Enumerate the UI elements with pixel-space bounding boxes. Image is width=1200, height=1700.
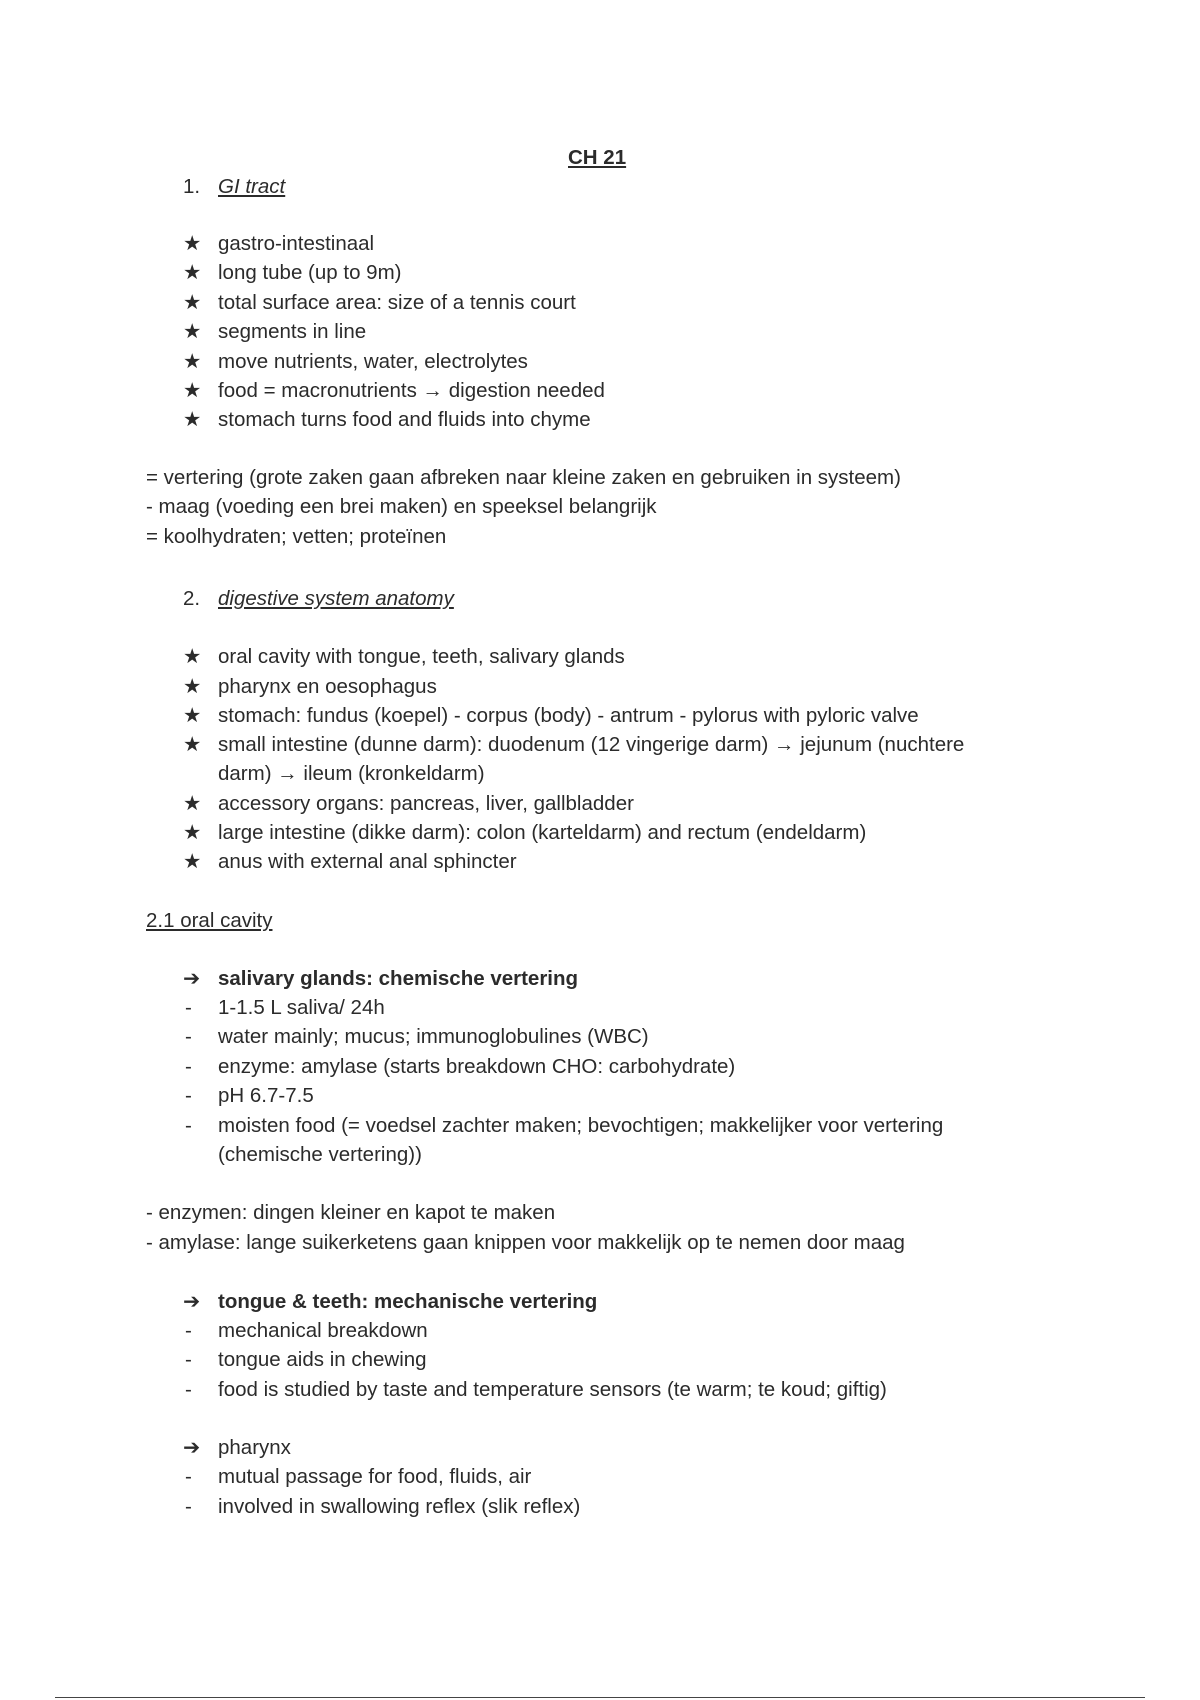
note-line: = vertering (grote zaken gaan afbreken naar kleine zaken en gebruiken in systeem) (146, 466, 901, 489)
list-item: anus with external anal sphincter (218, 850, 517, 873)
section-number: 2. (183, 587, 201, 610)
star-bullet-icon: ★ (183, 850, 202, 873)
page-bottom-divider (55, 1697, 1145, 1698)
note-line: - maag (voeding een brei maken) en speeksel belangrijk (146, 495, 657, 518)
star-bullet-icon: ★ (183, 704, 202, 727)
list-item: long tube (up to 9m) (218, 261, 402, 284)
list-item: move nutrients, water, electrolytes (218, 350, 528, 373)
subsection-heading: 2.1 oral cavity (146, 909, 273, 932)
arrow-bullet-icon: ➔ (183, 1436, 201, 1459)
group-title: salivary glands: chemische vertering (218, 967, 579, 990)
list-item: oral cavity with tongue, teeth, salivary glands (218, 645, 625, 668)
list-item: moisten food (= voedsel zachter maken; bevochtigen; makkelijker voor vertering (218, 1114, 944, 1137)
list-item-continuation: (chemische vertering)) (218, 1143, 422, 1166)
list-item: tongue aids in chewing (218, 1348, 427, 1371)
dash-bullet-icon: - (185, 1025, 192, 1048)
list-item: segments in line (218, 320, 367, 343)
list-item: pH 6.7-7.5 (218, 1084, 314, 1107)
list-item: small intestine (dunne darm): duodenum (12 vingerige darm) → jejunum (nuchtere (218, 733, 965, 756)
star-bullet-icon: ★ (183, 232, 202, 255)
star-bullet-icon: ★ (183, 379, 202, 402)
list-item: enzyme: amylase (starts breakdown CHO: carbohydrate) (218, 1055, 736, 1078)
section-heading: GI tract (218, 175, 286, 198)
dash-bullet-icon: - (185, 1114, 192, 1137)
list-item: stomach: fundus (koepel) - corpus (body) - antrum - pylorus with pyloric valve (218, 704, 919, 727)
group-title: pharynx (218, 1436, 291, 1459)
star-bullet-icon: ★ (183, 792, 202, 815)
list-item-continuation: darm) → ileum (kronkeldarm) (218, 762, 485, 785)
list-item: mechanical breakdown (218, 1319, 428, 1342)
group-title: tongue & teeth: mechanische vertering (218, 1290, 598, 1313)
star-bullet-icon: ★ (183, 261, 202, 284)
list-item: involved in swallowing reflex (slik reflex) (218, 1495, 581, 1518)
list-item: food = macronutrients → digestion needed (218, 379, 605, 402)
dash-bullet-icon: - (185, 1348, 192, 1371)
note-line: = koolhydraten; vetten; proteïnen (146, 525, 447, 548)
note-line: - amylase: lange suikerketens gaan knippen voor makkelijk op te nemen door maag (146, 1231, 905, 1254)
star-bullet-icon: ★ (183, 645, 202, 668)
dash-bullet-icon: - (185, 1055, 192, 1078)
list-item: total surface area: size of a tennis court (218, 291, 576, 314)
dash-bullet-icon: - (185, 1084, 192, 1107)
star-bullet-icon: ★ (183, 320, 202, 343)
dash-bullet-icon: - (185, 1319, 192, 1342)
list-item: gastro-intestinaal (218, 232, 375, 255)
page-title: CH 21 (568, 146, 627, 169)
dash-bullet-icon: - (185, 996, 192, 1019)
star-bullet-icon: ★ (183, 291, 202, 314)
star-bullet-icon: ★ (183, 350, 202, 373)
arrow-bullet-icon: ➔ (183, 1290, 201, 1313)
star-bullet-icon: ★ (183, 733, 202, 756)
dash-bullet-icon: - (185, 1465, 192, 1488)
star-bullet-icon: ★ (183, 821, 202, 844)
star-bullet-icon: ★ (183, 675, 202, 698)
list-item: water mainly; mucus; immunoglobulines (WBC) (218, 1025, 649, 1048)
list-item: pharynx en oesophagus (218, 675, 437, 698)
dash-bullet-icon: - (185, 1495, 192, 1518)
list-item: mutual passage for food, fluids, air (218, 1465, 532, 1488)
list-item: accessory organs: pancreas, liver, gallbladder (218, 792, 634, 815)
list-item: stomach turns food and fluids into chyme (218, 408, 591, 431)
star-bullet-icon: ★ (183, 408, 202, 431)
section-number: 1. (183, 175, 201, 198)
list-item: food is studied by taste and temperature sensors (te warm; te koud; giftig) (218, 1378, 887, 1401)
arrow-bullet-icon: ➔ (183, 967, 201, 990)
dash-bullet-icon: - (185, 1378, 192, 1401)
note-line: - enzymen: dingen kleiner en kapot te maken (146, 1201, 556, 1224)
list-item: large intestine (dikke darm): colon (karteldarm) and rectum (endeldarm) (218, 821, 867, 844)
list-item: 1-1.5 L saliva/ 24h (218, 996, 385, 1019)
section-heading: digestive system anatomy (218, 587, 454, 610)
